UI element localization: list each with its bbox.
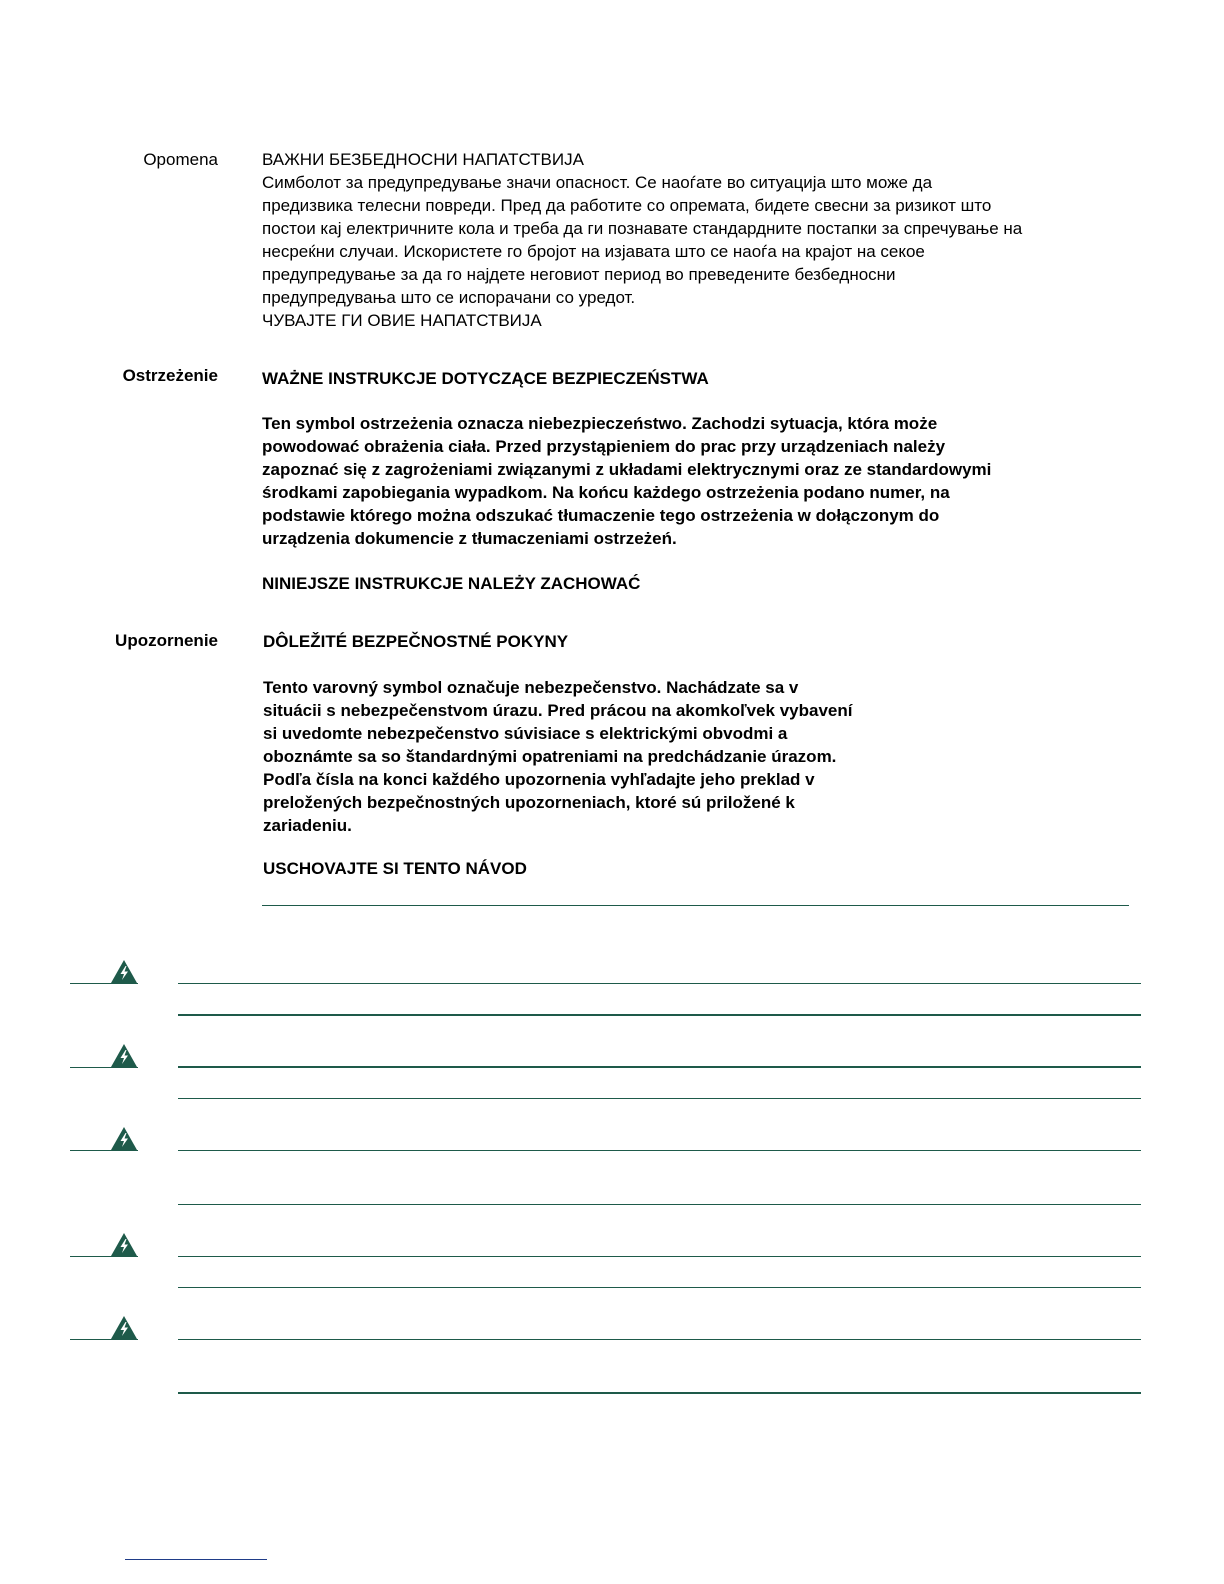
section-footer: USCHOVAJTE SI TENTO NÁVOD (263, 859, 527, 878)
section-upozornenie-body (263, 676, 853, 837)
body-line: предупредувања што се испорачани со уредот. (262, 288, 636, 307)
body-line: Podľa čísla na konci každého upozornenia vyhľadajte jeho preklad v (263, 770, 815, 789)
body-line: Симболот за предупредување значи опасност. Се наоѓате во ситуација што може да (262, 173, 933, 192)
warning-rule-top (178, 1256, 1141, 1257)
body-line: powodować obrażenia ciała. Przed przystąpieniem do prac przy urządzeniach należy (262, 437, 946, 456)
lightning-warning-triangle-icon (110, 1232, 138, 1257)
warning-rule-left (70, 983, 138, 984)
body-line: предизвика телесни повреди. Пред да работите со опремата, бидете свесни за ризикот што (262, 196, 992, 215)
lightning-warning-triangle-icon (110, 959, 138, 984)
section-label-opomena: Opomena (143, 150, 218, 169)
warning-rule-left (70, 1339, 138, 1340)
body-line: постои кај електричните кола и треба да ги познавате стандардните постапки за спречување на (262, 219, 1023, 238)
section-footer: ЧУВАЈТЕ ГИ ОВИЕ НАПАТСТВИЈА (262, 311, 542, 330)
warning-rule-top (178, 983, 1141, 984)
section-footer: NINIEJSZE INSTRUKCJE NALEŻY ZACHOWAĆ (262, 574, 641, 593)
section-label-ostrzezenie: Ostrzeżenie (122, 366, 218, 385)
section-heading: DÔLEŽITÉ BEZPEČNOSTNÉ POKYNY (263, 632, 569, 651)
warning-rule-top (178, 1339, 1141, 1340)
warning-rule-top (178, 1150, 1141, 1151)
lightning-warning-triangle-icon (110, 1126, 138, 1151)
section-opomena (262, 148, 1022, 332)
section-ostrzezenie-body (262, 412, 991, 550)
warning-rule-left (70, 1256, 138, 1257)
body-line: zariadeniu. (263, 816, 352, 835)
warning-rule-left (70, 1150, 138, 1151)
body-line: preložených bezpečnostných upozorneniach, ktoré sú priložené k (263, 793, 795, 812)
body-line: предупредување за да го најдете неговиот период во преведените безбедносни (262, 265, 896, 284)
body-line: zapoznać się z zagrożeniami związanymi z układami elektrycznymi oraz ze standardowymi (262, 460, 992, 479)
warning-rule-bottom (178, 1392, 1141, 1394)
body-line: Tento varovný symbol označuje nebezpečenstvo. Nachádzate sa v (263, 678, 799, 697)
section-heading: ВАЖНИ БЕЗБЕДНОСНИ НАПАТСТВИЈА (262, 150, 584, 169)
warning-rule-bottom (178, 1204, 1141, 1205)
warning-rule-bottom (178, 1098, 1141, 1099)
section-heading: WAŻNE INSTRUKCJE DOTYCZĄCE BEZPIECZEŃSTWA (262, 369, 709, 388)
body-line: situácii s nebezpečenstvom úrazu. Pred prácou na akomkoľvek vybavení (263, 701, 853, 720)
section-divider (262, 905, 1129, 906)
warning-rule-bottom (178, 1287, 1141, 1288)
body-line: несреќни случаи. Искористете го бројот на изјавата што се наоѓа на крајот на секое (262, 242, 925, 261)
warning-rule-top (178, 1066, 1141, 1068)
footer-rule (125, 1559, 267, 1560)
section-label-upozornenie: Upozornenie (115, 631, 218, 650)
body-line: oboznámte sa so štandardnými opatreniami na predchádzanie úrazom. (263, 747, 837, 766)
body-line: si uvedomte nebezpečenstvo súvisiace s elektrickými obvodmi a (263, 724, 788, 743)
lightning-warning-triangle-icon (110, 1315, 138, 1340)
warning-rule-bottom (178, 1014, 1141, 1016)
body-line: podstawie którego można odszukać tłumaczenie tego ostrzeżenia w dołączonym do (262, 506, 940, 525)
body-line: Ten symbol ostrzeżenia oznacza niebezpieczeństwo. Zachodzi sytuacja, która może (262, 414, 938, 433)
body-line: środkami zapobiegania wypadkom. Na końcu każdego ostrzeżenia podano numer, na (262, 483, 950, 502)
lightning-warning-triangle-icon (110, 1043, 138, 1068)
warning-rule-left (70, 1067, 138, 1068)
body-line: urządzenia dokumencie z tłumaczeniami ostrzeżeń. (262, 529, 677, 548)
